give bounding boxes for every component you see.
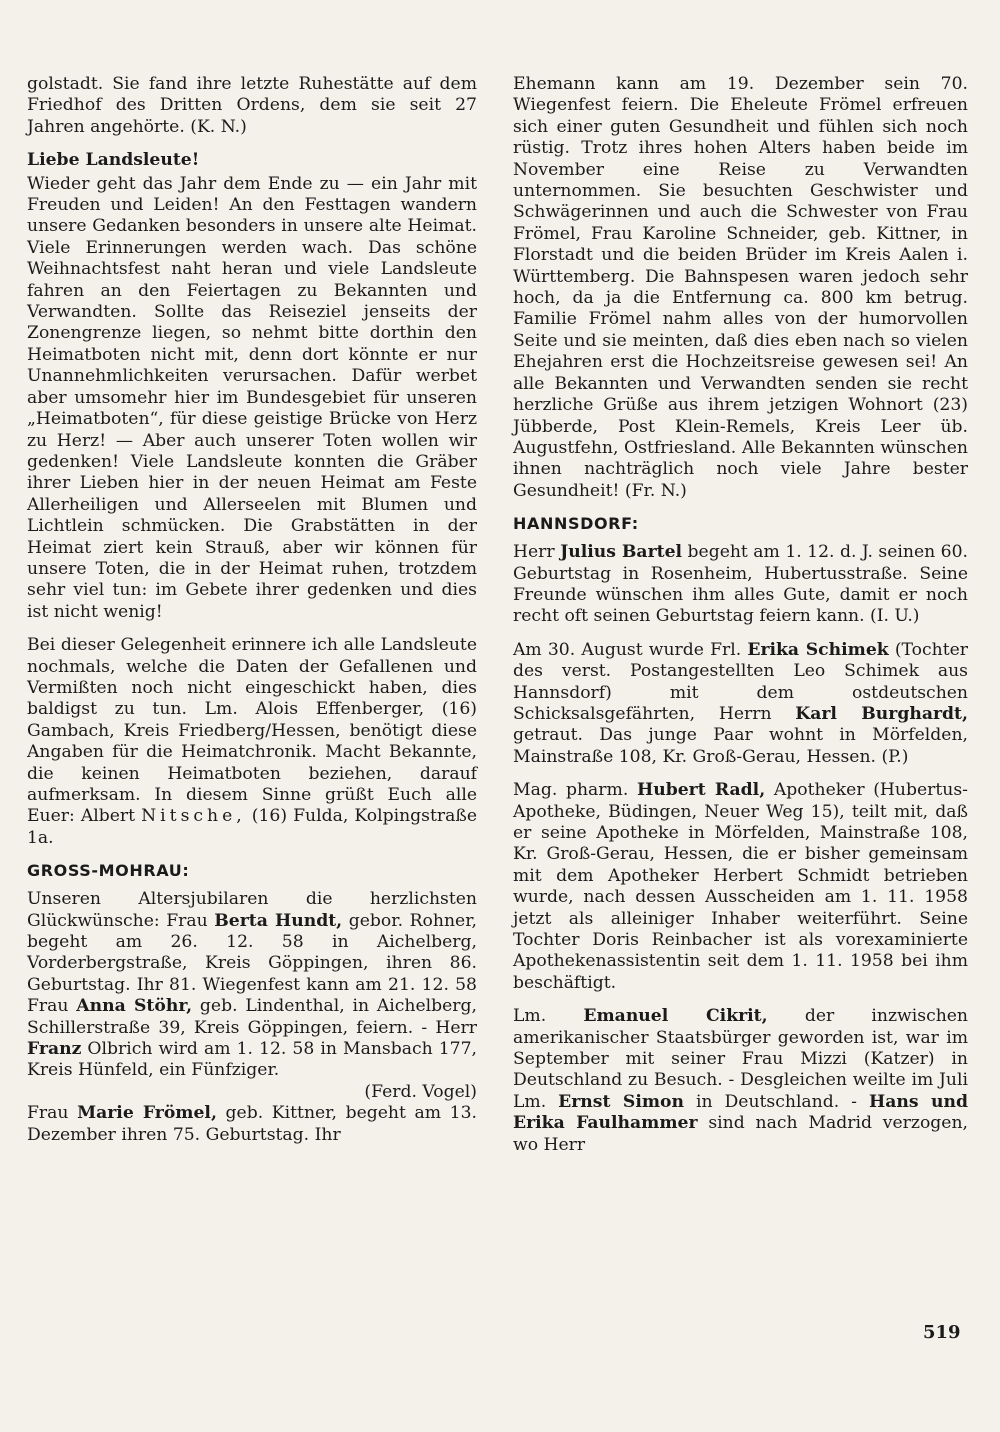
froemel-paragraph bbox=[27, 1103, 477, 1146]
text: geb. Kittner, begeht am 13. Dezember ihren 75. Geburtstag. Ihr bbox=[27, 1103, 477, 1145]
data-request-text: Bei dieser Gelegenheit erinnere ich alle Landsleute nochmals, welche die Daten der Gefallenen und Vermißten noch nicht eingeschickt haben, dies baldigst zu tun. Lm. Alois Effenberger, (16) Gambach, Kreis Friedberg/Hessen, benötigt diese Angaben für die Heimatchronik. Macht Bekannte, die keinen Heimatboten beziehen, darauf aufmerksam. In diesem Sinne grüßt Euch alle Euer: Albert bbox=[27, 635, 477, 827]
text: geb. Lindenthal, in Aichelberg, Schillerstraße 39, Kreis Göppingen, feiern. - Herr bbox=[27, 996, 477, 1038]
person-name: Berta Hundt, bbox=[214, 910, 343, 931]
greeting-heading: Liebe Landsleute! bbox=[27, 150, 200, 171]
froemel-continued-paragraph: Ehemann kann am 19. Dezember sein 70. Wiegenfest feiern. Die Eheleute Frömel erfreuen sich einer guten Gesundheit und fühlen sich noch rüstig. Trotz ihres hohen Alters haben beide im November eine Reise zu Verwandten unternommen. Sie besuchten Geschwister und Schwägerinnen und auch die Schwester von Frau Frömel, Frau Karoline Schneider, geb. Kittner, in Florstadt und die beiden Brüder im Kreis Aalen i. Württemberg. Die Bahnspesen waren jedoch sehr hoch, da ja die Entfernung ca. 800 km betrug. Familie Frömel nahm alles von der humorvollen Seite und sie meinten, daß dies eben nach so vielen Ehejahren erst die Hochzeitsreise gewesen sei! An alle Bekannten und Verwandten senden sie recht herzliche Grüße aus ihrem jetzigen Wohnort (23) Jübberde, Post Klein-Remels, Kreis Leer üb. Augustfehn, Ostfriesland. Alle Bekannten wünschen ihnen nachträglich noch viele Jahre bester Gesundheit! (Fr. N.) bbox=[513, 74, 968, 501]
text: Apotheker (Hubertus-Apotheke, Büdingen, Neuer Weg 15), teilt mit, daß er seine Apotheke in Mörfelden, Mainstraße 108, Kr. Groß-Gerau, Hessen, die er bisher gemeinsam mit dem Apotheker Herbert Schmidt betrieben wurde, nach dessen Ausscheiden am 1. 11. 1958 jetzt als alleiniger Inhaber weiterführt. Seine Tochter Doris Reinbacher ist als vorexaminierte Apothekenassistentin seit dem 1. 11. 1958 bei ihm beschäftigt. bbox=[513, 780, 968, 993]
text: Mag. pharm. bbox=[513, 780, 629, 801]
person-name: Julius Bartel bbox=[560, 542, 683, 563]
text: Olbrich wird am 1. 12. 58 in Mansbach 177, Kreis Hünfeld, ein Fünfziger. bbox=[27, 1039, 477, 1081]
right-column bbox=[513, 74, 968, 1168]
page-number: 519 bbox=[923, 1322, 961, 1343]
person-name: Marie Frömel, bbox=[77, 1103, 217, 1124]
person-name: Karl Burghardt, bbox=[795, 703, 968, 724]
text: (Tochter des verst. Postangestellten Leo Schimek aus Hannsdorf) mit dem ostdeutschen Schicksalsgefährten, Herrn bbox=[513, 639, 969, 724]
christmas-letter-paragraph: Wieder geht das Jahr dem Ende zu — ein Jahr mit Freuden und Leiden! An den Festtagen wandern unsere Gedanken besonders in unsere alte Heimat. Viele Erinnerungen werden wach. Das schöne Weihnachtsfest naht heran und viele Landsleute fahren an den Feiertagen zu Bekannten und Verwandten. Sollte das Reiseziel jenseits der Zonengrenze liegen, so nehmt bitte dorthin den Heimatboten nicht mit, denn dort könnte er nur Unannehmlichkeiten verursachen. Dafür werbet aber umsomehr hier im Bundesgebiet für unseren „Heimatboten“, für diese geistige Brücke von Herz zu Herz! — Aber auch unserer Toten wollen wir gedenken! Viele Landsleute konnten die Gräber ihrer Lieben hier in der neuen Heimat am Feste Allerheiligen und Allerseelen mit Blumen und Lichtlein schmücken. Die Grabstätten in der Heimat ziert kein Strauß, aber wir können für unsere Toten, die in der Heimat ruhen, trotzdem sehr viel tun: im Gebete ihrer gedenken und dies ist nicht wenig! bbox=[27, 173, 477, 622]
text: begeht am 1. 12. d. J. seinen 60. Geburtstag in Rosenheim, Hubertusstraße. Seine Freunde wünschen ihm alles Gute, damit er noch recht oft seinen Geburtstag feiern kann. (I. U.) bbox=[513, 542, 968, 627]
gross-mohrau-paragraph bbox=[27, 889, 477, 1082]
gross-mohrau-signature: (Ferd. Vogel) bbox=[364, 1081, 477, 1102]
left-column bbox=[27, 74, 477, 1158]
text: Herr bbox=[513, 542, 555, 563]
text: Frau bbox=[27, 1103, 69, 1124]
text: Unseren Altersjubilaren die herzlichsten Glückwünsche: Frau bbox=[27, 889, 477, 931]
person-name: Hubert Radl, bbox=[636, 780, 766, 801]
text: getraut. Das junge Paar wohnt in Mörfelden, Mainstraße 108, Kr. Groß-Gerau, Hessen. (P.) bbox=[513, 725, 968, 767]
text: in Deutschland. - bbox=[695, 1091, 857, 1112]
person-name: Anna Stöhr, bbox=[76, 996, 193, 1017]
person-name: Erika Schimek bbox=[747, 639, 889, 660]
section-heading-gross-mohrau: GROSS-MOHRAU: bbox=[27, 861, 190, 881]
data-request-paragraph bbox=[27, 635, 477, 849]
author-address: (16) Fulda, Kolpingstraße 1a. bbox=[27, 806, 478, 848]
author-name: Nitsche, bbox=[141, 806, 246, 827]
obituary-end-paragraph: golstadt. Sie fand ihre letzte Ruhestätte auf dem Friedhof des Dritten Ordens, dem sie seit 27 Jahren angehörte. (K. N.) bbox=[27, 74, 477, 137]
radl-paragraph bbox=[513, 780, 968, 994]
text: Lm. bbox=[513, 1006, 547, 1027]
text: gebor. Rohner, begeht am 26. 12. 58 in Aichelberg, Vorderbergstraße, Kreis Göppingen, ihren 86. Geburtstag. Ihr 81. Wiegenfest kann am 21. 12. 58 Frau bbox=[27, 910, 477, 1017]
section-heading-hannsdorf: HANNSDORF: bbox=[513, 514, 639, 534]
person-name: Emanuel Cikrit, bbox=[583, 1006, 768, 1027]
text: sind nach Madrid verzogen, wo Herr bbox=[513, 1113, 969, 1155]
text: der inzwischen amerikanischer Staatsbürger geworden ist, war im September mit seiner Frau Mizzi (Katzer) in Deutschland zu Besuch. - Desgleichen weilte im Juli Lm. bbox=[513, 1006, 968, 1112]
bartel-paragraph bbox=[513, 542, 968, 628]
person-name: Hans und Erika Faulhammer bbox=[513, 1091, 969, 1134]
person-name: Franz bbox=[27, 1039, 82, 1060]
text: Am 30. August wurde Frl. bbox=[513, 639, 742, 660]
schimek-paragraph bbox=[513, 640, 968, 768]
person-name: Ernst Simon bbox=[558, 1091, 684, 1112]
cikrit-paragraph bbox=[513, 1006, 968, 1156]
